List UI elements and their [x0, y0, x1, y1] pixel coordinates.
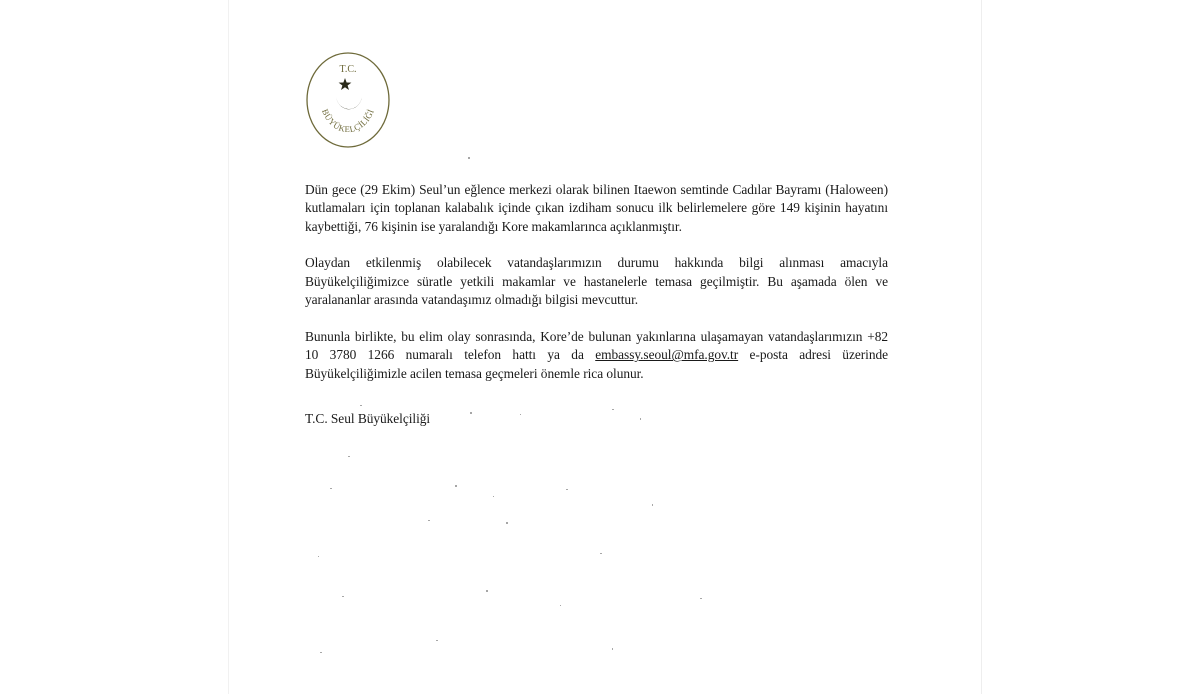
embassy-seal-icon: [304, 50, 392, 150]
scan-speck: [493, 496, 494, 497]
scan-speck: [600, 553, 602, 554]
email-link[interactable]: embassy.seoul@mfa.gov.tr: [595, 347, 739, 363]
paragraph-embassy-contact: Olaydan etkilenmiş olabilecek vatandaşlarımızın durumu hakkında bilgi alınması amacıyla Büyükelçiliğimizce süratle yetkili makamlar ve hastanelerle temasa geçilmiştir. Bu aşamada ölen ve yaralananlar arasında vatandaşımız olmadığı bilgisi mevcuttur.: [305, 255, 888, 308]
paragraph-contact-text-start: Bununla birlikte, bu elim olay sonrasında, Kore’de bulunan yakınlarına ulaşamayan vatandaşlarımızın +82 10 3780 1266 numaralı telefon hattı ya da: [305, 328, 888, 363]
scan-speck: [342, 596, 344, 597]
scan-speck: [330, 488, 332, 489]
scan-speck: [320, 652, 322, 653]
scan-speck: [700, 598, 702, 599]
scan-speck: [428, 520, 430, 521]
paragraph-incident: Dün gece (29 Ekim) Seul’un eğlence merkezi olarak bilinen Itaewon semtinde Cadılar Bayramı (Haloween) kutlamaları için toplanan kalabalık içinde çıkan izdiham sonucu ilk belirlemelere göre 149 kişinin hayatını kaybettiği, 76 kişinin ise yaralandığı Kore makamlarınca açıklanmıştır.: [305, 182, 888, 234]
scan-speck: [348, 456, 350, 457]
scan-speck: [468, 157, 470, 159]
paragraph-contact-request: [305, 328, 888, 383]
scan-speck: [566, 489, 568, 490]
scan-speck: [612, 648, 613, 650]
scan-speck: [360, 405, 362, 406]
signature: T.C. Seul Büyükelçiliği: [305, 410, 431, 426]
scan-speck: [486, 590, 488, 592]
seal-star: [339, 78, 352, 90]
scan-speck: [520, 414, 521, 415]
scan-speck: [640, 418, 641, 420]
scan-speck: [506, 522, 508, 524]
seal-top-text: T.C.: [339, 64, 357, 75]
scan-speck: [470, 412, 472, 414]
seal-ring-text: BÜYÜKELÇİLİĞİ: [319, 107, 376, 135]
seal-crescent: [336, 94, 362, 109]
scan-speck: [318, 556, 319, 557]
letter-body: [305, 181, 888, 428]
scan-speck: [455, 485, 457, 487]
paragraph-contact-text-end: e-posta adresi üzerinde Büyükelçiliğimizle acilen temasa geçmeleri önemle rica olunur.: [305, 347, 888, 381]
scan-speck: [652, 504, 653, 506]
scan-speck: [612, 409, 614, 410]
scan-speck: [560, 605, 561, 606]
scan-speck: [436, 640, 438, 641]
